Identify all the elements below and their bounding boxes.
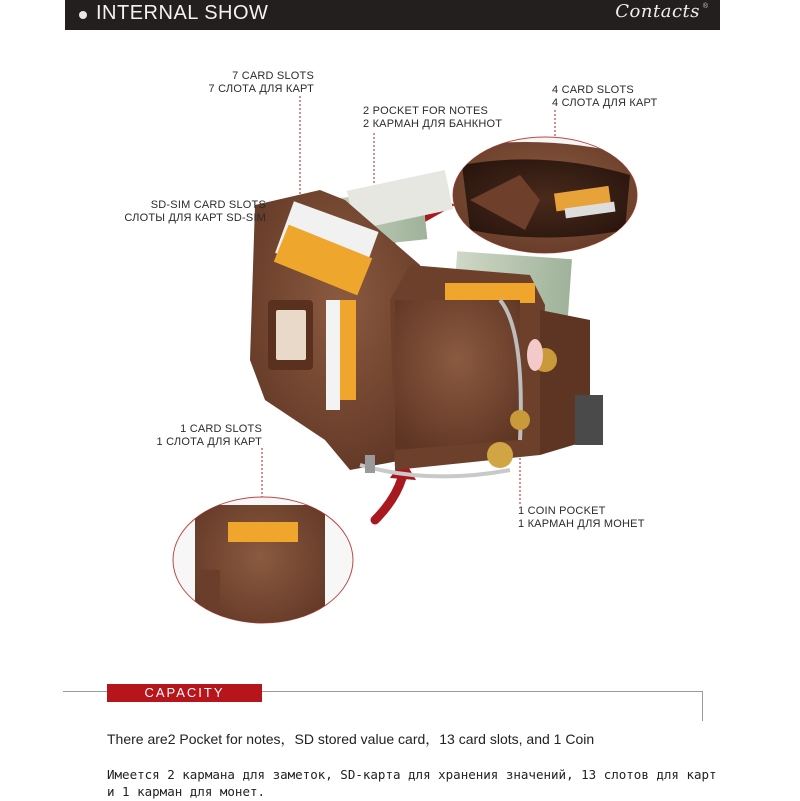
label-2-pocket-notes [363, 105, 502, 131]
capacity-divider-vertical [702, 691, 703, 721]
label-sd-sim-slots [110, 199, 266, 225]
label-sd-sim-slots-en: SD-SIM CARD SLOTS [150, 199, 266, 211]
label-4-card-slots [552, 84, 657, 110]
label-2-pocket-notes-ru: 2 КАРМАН ДЛЯ БАНКНОТ [363, 118, 503, 130]
label-1-card-slots-en: 1 CARD SLOTS [180, 423, 262, 435]
banner-title: INTERNAL SHOW [96, 2, 269, 24]
registered-mark: ® [702, 3, 708, 10]
label-7-card-slots-en: 7 CARD SLOTS [232, 70, 314, 82]
capacity-heading: CAPACITY [107, 684, 262, 702]
label-sd-sim-slots-ru: СЛОТЫ ДЛЯ КАРТ SD-SIM [124, 212, 266, 224]
label-1-card-slots [150, 423, 262, 449]
detail-circle-top [445, 137, 650, 260]
label-4-card-slots-en: 4 CARD SLOTS [552, 84, 634, 96]
label-2-pocket-notes-en: 2 POCKET FOR NOTES [363, 105, 489, 117]
label-4-card-slots-ru: 4 СЛОТА ДЛЯ КАРТ [552, 97, 658, 109]
label-1-coin-pocket [518, 505, 645, 531]
brand-logo: Contacts [615, 1, 700, 22]
detail-circle-bottom [173, 497, 353, 635]
label-7-card-slots [180, 70, 314, 96]
label-7-card-slots-ru: 7 СЛОТА ДЛЯ КАРТ [208, 83, 314, 95]
capacity-section [63, 685, 717, 801]
label-1-coin-pocket-ru: 1 КАРМАН ДЛЯ МОНЕТ [518, 518, 645, 530]
capacity-text-en: There are2 Pocket for notes，SD stored value card，13 card slots, and 1 Coin [107, 731, 595, 747]
arrow-to-bottom-detail [375, 478, 402, 520]
label-1-coin-pocket-en: 1 COIN POCKET [518, 505, 606, 517]
label-1-card-slots-ru: 1 СЛОТА ДЛЯ КАРТ [156, 436, 262, 448]
capacity-text-ru: Имеется 2 кармана для заметок, SD-карта для хранения значений, 13 слотов для карт и 1 карман для монет. [107, 767, 717, 799]
